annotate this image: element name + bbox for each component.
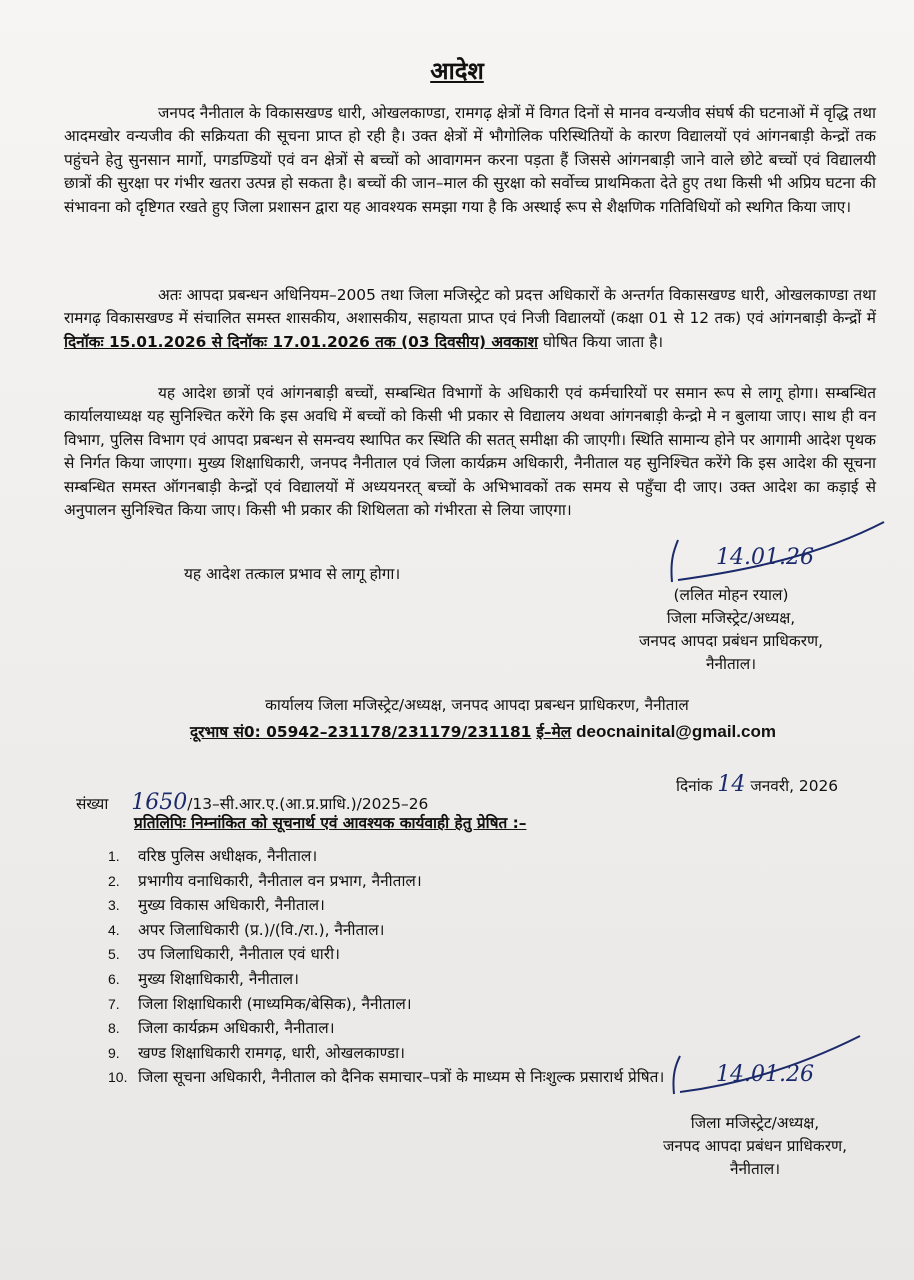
signatory-2-authority: जनपद आपदा प्रबंधन प्राधिकरण, — [662, 1137, 848, 1155]
recipient-text: मुख्य शिक्षाधिकारी, नैनीताल। — [138, 969, 299, 988]
recipient-text: उप जिलाधिकारी, नैनीताल एवं धारी। — [138, 945, 340, 964]
signatory-2-title: जिला मजिस्ट्रेट/अध्यक्ष, — [690, 1114, 820, 1132]
order-paragraph-1: जनपद नैनीताल के विकासखण्ड धारी, ओखलकाण्डा, रामगढ़ क्षेत्रों में विगत दिनों से मानव वन्यजीव संघर्ष की घटनाओं में वृद्धि तथा आदमखोर वन्यजीव की सक्रियता की सूचना प्राप्त हो रही है। उक्त क्षेत्रों में भौगोलिक परिस्थितियों के कारण विद्यालयों एवं आंगनबाड़ी केन्द्रों तक पहुंचने हेतु सुनसान मार्गो, पगडण्डियों एवं वन क्षेत्रों से बच्चों को आवागमन करना पड़ता हैं जिससे आंगनबाड़ी जाने वाले छोटे बच्चों एवं विद्यालयी छात्रों की सुरक्षा पर गंभीर खतरा उत्पन्न हो सकता है। बच्चों की जान–माल की सुरक्षा को सर्वोच्च प्राथमिकता देते हुए तथा किसी भी अप्रिय घटना की संभावना को दृष्टिगत रखते हुए जिला प्रशासन द्वारा यह आवश्यक समझा गया है कि अस्थाई रूप से शैक्षणिक गतिविधियों को स्थगित किया जाए। — [64, 104, 876, 216]
recipient-number: 9. — [108, 1044, 120, 1061]
recipient-item — [108, 870, 664, 895]
recipient-item — [108, 845, 664, 870]
recipient-item — [108, 943, 664, 968]
office-contact — [190, 721, 776, 742]
recipient-number: 4. — [108, 921, 120, 938]
recipient-text: मुख्य विकास अधिकारी, नैनीताल। — [138, 896, 325, 915]
recipient-number: 5. — [108, 946, 120, 963]
order-paragraph-2 — [64, 284, 876, 354]
order-title: आदेश — [430, 57, 484, 85]
recipient-number: 1. — [108, 848, 120, 864]
order-paragraph-3: यह आदेश छात्रों एवं आंगनबाड़ी बच्चों, सम्बन्धित विभागों के अधिकारी एवं कर्मचारियों पर समान रूप से लागू होगा। सम्बन्धित कार्यालयाध्यक्ष यह सुनिश्चित करेंगे कि इस अवधि में बच्चों को किसी भी प्रकार से विद्यालय अथवा आंगनबाड़ी केन्द्रो मे न बुलाया जाए। साथ ही वन विभाग, पुलिस विभाग एवं आपदा प्रबन्धन से समन्वय स्थापित कर स्थिति की सतत् समीक्षा की जाएगी। स्थिति सामान्य होने पर आगामी आदेश पृथक से निर्गत किया जाएगा। मुख्य शिक्षाधिकारी, जनपद नैनीताल एवं जिला कार्यक्रम अधिकारी, नैनीताल यह सुनिश्चित करेंगे कि इस आदेश की सूचना सम्बन्धित समस्त ऑगनबाड़ी केन्द्रों एवं विद्यालयों में अध्ययनरत् बच्चों के अभिभावकों तक समय से पहुँचा दी जाए। उक्त आदेश का कड़ाई से अनुपालन सुनिश्चित किया जाए। किसी भी प्रकार की शिथिलता को गंभीरता से लिया जाएगा। — [64, 384, 876, 520]
signatory-2-place: नैनीताल। — [729, 1160, 781, 1178]
effective-statement: यह आदेश तत्काल प्रभाव से लागू होगा। — [184, 565, 401, 583]
recipient-text: जिला शिक्षाधिकारी (माध्यमिक/बेसिक), नैनीताल। — [138, 994, 412, 1013]
office-line: कार्यालय जिला मजिस्ट्रेट/अध्यक्ष, जनपद आपदा प्रबन्धन प्राधिकरण, नैनीताल — [265, 696, 689, 714]
signatory-authority: जनपद आपदा प्रबंधन प्राधिकरण, — [638, 632, 824, 650]
recipient-item — [108, 968, 664, 993]
recipient-number: 3. — [108, 897, 120, 914]
recipient-item — [108, 1017, 664, 1042]
recipient-list — [108, 845, 664, 1091]
signatory-place: नैनीताल। — [705, 655, 757, 673]
signature-block-1 — [612, 584, 850, 676]
recipient-text: जिला सूचना अधिकारी, नैनीताल को दैनिक समाचार–पत्रों के माध्यम से निःशुल्क प्रसारार्थ प्रेषित। — [138, 1068, 665, 1087]
recipient-number: 2. — [108, 872, 120, 889]
recipient-item — [108, 1066, 664, 1091]
recipient-item — [108, 1042, 664, 1067]
number-handwritten: 1650 — [131, 790, 188, 815]
date-label: दिनांक — [676, 777, 713, 795]
sankhya-label: संख्या — [76, 795, 109, 813]
recipient-text: वरिष्ठ पुलिस अधीक्षक, नैनीताल। — [138, 847, 318, 865]
recipient-number: 7. — [108, 995, 120, 1012]
recipient-item — [108, 919, 664, 944]
holiday-period: दिनॉकः 15.01.2026 से दिनॉकः 17.01.2026 तक (03 दिवसीय) अवकाश — [64, 332, 538, 351]
recipient-number: 6. — [108, 970, 120, 987]
recipient-text: प्रभागीय वनाधिकारी, नैनीताल वन प्रभाग, नैनीताल। — [138, 871, 422, 890]
recipient-text: अपर जिलाधिकारी (प्र.)/(वि./रा.), नैनीताल। — [138, 920, 385, 939]
signature-date-handwritten: 14.01.26 — [716, 545, 814, 570]
office-email[interactable]: deocnainital@gmail.com — [576, 722, 776, 741]
date-rest: जनवरी, 2026 — [750, 777, 839, 795]
office-phone: दूरभाष सं0: 05942–231178/231179/231181 — [190, 723, 532, 741]
reference-date — [676, 772, 838, 797]
paragraph-2-text-end: घोषित किया जाता है। — [537, 332, 664, 351]
recipient-item — [108, 993, 664, 1018]
number-suffix: /13–सी.आर.ए.(आ.प्र.प्राधि.)/2025–26 — [187, 795, 429, 813]
recipient-text: जिला कार्यक्रम अधिकारी, नैनीताल। — [138, 1019, 335, 1038]
signature-block-2 — [640, 1112, 870, 1181]
recipient-number: 10. — [108, 1069, 128, 1086]
signatory-name: (ललित मोहन रयाल) — [673, 586, 789, 604]
copy-heading: प्रतिलिपिः निम्नांकित को सूचनार्थ एवं आवश्यक कार्यवाही हेतु प्रेषित :– — [134, 814, 527, 832]
recipient-text: खण्ड शिक्षाधिकारी रामगढ़, धारी, ओखलकाण्डा। — [138, 1043, 405, 1062]
date-day-handwritten: 14 — [717, 772, 746, 797]
paragraph-2-text-start: अतः आपदा प्रबन्धन अधिनियम–2005 तथा जिला मजिस्ट्रेट को प्रदत्त अधिकारों के अन्तर्गत विकासखण्ड धारी, ओखलकाण्डा तथा रामगढ़ विकासखण्ड में संचालित समस्त शासकीय, अशासकीय, सहायता प्राप्त एवं निजी विद्यालयों (कक्षा 01 से 12 तक) एवं आंगनबाड़ी केन्द्रों में — [64, 286, 876, 328]
recipient-number: 8. — [108, 1020, 120, 1037]
signature-2-date-handwritten: 14.01.26 — [716, 1062, 814, 1087]
recipient-item — [108, 894, 664, 919]
email-label: ई–मेल — [536, 723, 572, 741]
signatory-title: जिला मजिस्ट्रेट/अध्यक्ष, — [666, 609, 796, 627]
